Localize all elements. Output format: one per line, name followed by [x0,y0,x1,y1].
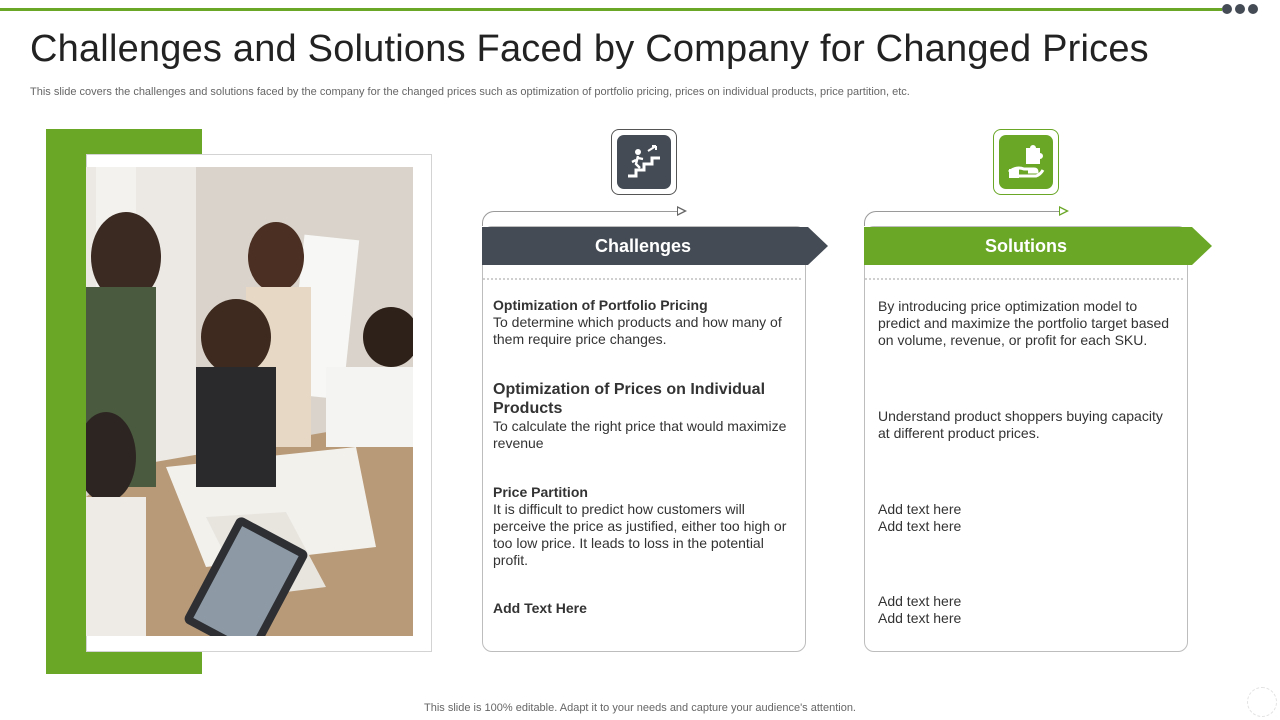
challenge-item-4-title: Add Text Here [493,600,587,616]
solutions-divider [865,278,1183,280]
solutions-header-label: Solutions [985,235,1067,256]
challenges-icon-box [611,129,677,195]
challenge-item-1-body: To determine which products and how many of them require price changes. [493,314,782,347]
top-accent-line [0,8,1222,11]
challenge-item-3-title: Price Partition [493,484,588,500]
solution-item-3 [878,501,1178,535]
page-subtitle: This slide covers the challenges and solutions faced by the company for the changed prices such as optimization of portfolio pricing, prices on individual products, price partition, etc. [30,86,910,98]
challenge-item-2-body: To calculate the right price that would maximize revenue [493,418,787,451]
solution-item-4-line2: Add text here [878,610,962,626]
solutions-icon-box [993,129,1059,195]
solution-item-3-line2: Add text here [878,518,962,534]
challenge-item-2-title: Optimization of Prices on Individual Products [493,381,766,417]
challenges-header-label: Challenges [594,235,692,256]
challenges-divider [483,278,801,280]
solution-item-4-line1: Add text here [878,593,962,609]
challenge-item-3 [493,484,793,569]
solution-item-4 [878,593,1178,627]
challenges-connector [482,211,679,226]
corner-decoration [1247,687,1277,717]
solution-item-3-line1: Add text here [878,501,962,517]
page-title: Challenges and Solutions Faced by Company for Changed Prices [30,28,1149,70]
team-meeting-photo [86,167,413,636]
hand-puzzle-icon [999,135,1053,189]
solution-item-1 [878,298,1178,349]
solution-item-2 [878,408,1178,442]
decorative-dots [1222,4,1258,14]
challenge-item-3-body: It is difficult to predict how customers will perceive the price as justified, either too high or too low price. It leads to loss in the potential profit. [493,501,787,568]
challenge-item-1 [493,297,793,348]
solution-item-2-body: Understand product shoppers buying capacity at different product prices. [878,408,1163,441]
solutions-connector [864,211,1061,226]
challenge-item-1-title: Optimization of Portfolio Pricing [493,297,708,313]
challenge-item-4 [493,600,793,617]
footer-note: This slide is 100% editable. Adapt it to your needs and capture your audience's attention. [424,702,856,714]
stairs-growth-icon [617,135,671,189]
solution-item-1-body: By introducing price optimization model to predict and maximize the portfolio target based on volume, revenue, or profit for each SKU. [878,298,1170,348]
challenges-header [482,227,828,265]
solutions-header [864,227,1212,265]
challenge-item-2 [493,380,793,452]
